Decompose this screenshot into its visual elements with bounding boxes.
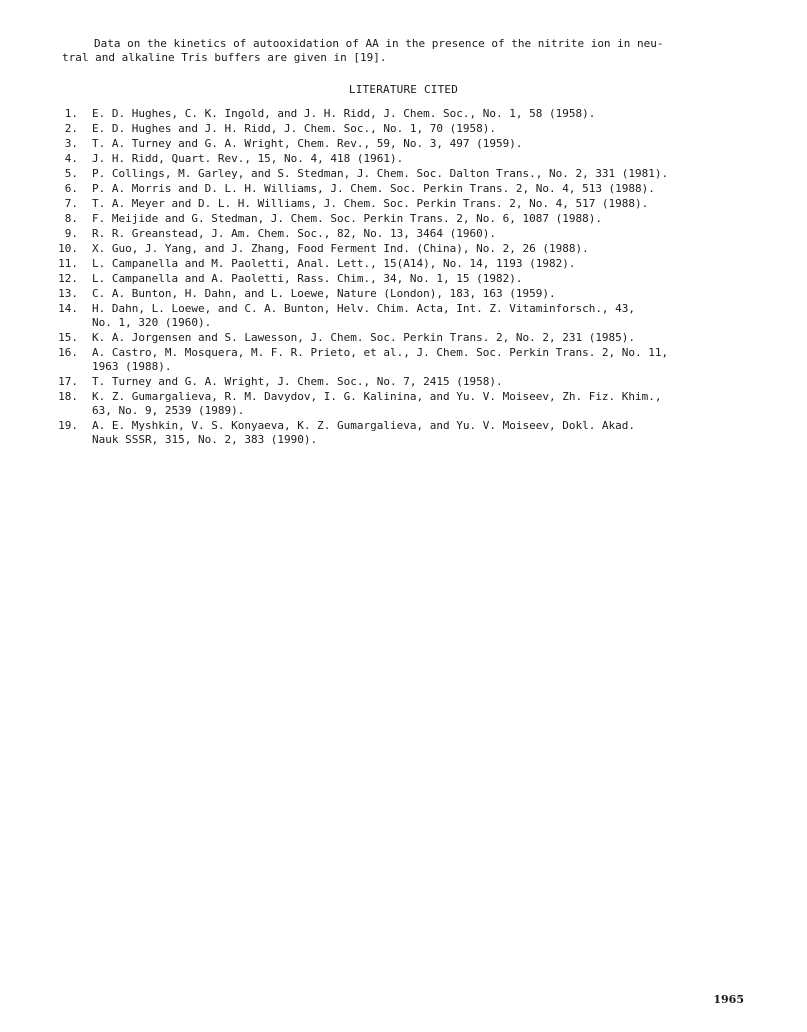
- reference-number: 12.: [58, 272, 78, 285]
- reference-number: 16.: [58, 346, 78, 359]
- reference-text: C. A. Bunton, H. Dahn, and L. Loewe, Nature (London), 183, 163 (1959).: [92, 287, 556, 300]
- reference-number: 4.: [64, 152, 78, 165]
- section-heading: LITERATURE CITED: [348, 83, 459, 96]
- reference-text: K. Z. Gumargalieva, R. M. Davydov, I. G. Kalinina, and Yu. V. Moiseev, Zh. Fiz. Khim., 63, No. 9, 2539 (1989).: [92, 390, 662, 417]
- reference-number: 19.: [58, 419, 78, 432]
- reference-text: H. Dahn, L. Loewe, and C. A. Bunton, Helv. Chim. Acta, Int. Z. Vitaminforsch., 43, No. 1, 320 (1960).: [92, 302, 636, 329]
- reference-number: 11.: [58, 257, 78, 270]
- reference-text: A. Castro, M. Mosquera, M. F. R. Prieto, et al., J. Chem. Soc. Perkin Trans. 2, No. 11, 1963 (1988).: [92, 346, 669, 373]
- reference-number: 15.: [58, 331, 78, 344]
- reference-item: [30, 375, 770, 389]
- reference-item: [30, 346, 770, 374]
- reference-text: E. D. Hughes, C. K. Ingold, and J. H. Ridd, J. Chem. Soc., No. 1, 58 (1958).: [92, 107, 596, 120]
- reference-number: 14.: [58, 302, 78, 315]
- reference-item: [30, 331, 770, 345]
- reference-item: [30, 287, 770, 301]
- reference-item: [30, 212, 770, 226]
- reference-item: [30, 122, 770, 136]
- reference-text: P. A. Morris and D. L. H. Williams, J. Chem. Soc. Perkin Trans. 2, No. 4, 513 (1988).: [92, 182, 655, 195]
- intro-paragraph: [62, 37, 742, 65]
- reference-text: X. Guo, J. Yang, and J. Zhang, Food Ferment Ind. (China), No. 2, 26 (1988).: [92, 242, 589, 255]
- reference-number: 13.: [58, 287, 78, 300]
- reference-item: [30, 137, 770, 151]
- reference-number: 17.: [58, 375, 78, 388]
- reference-text: A. E. Myshkin, V. S. Konyaeva, K. Z. Gumargalieva, and Yu. V. Moiseev, Dokl. Akad. Nauk SSSR, 315, No. 2, 383 (1990).: [92, 419, 636, 446]
- reference-number: 18.: [58, 390, 78, 403]
- reference-number: 3.: [64, 137, 78, 150]
- page-number: 1965: [713, 993, 744, 1006]
- reference-text: E. D. Hughes and J. H. Ridd, J. Chem. Soc., No. 1, 70 (1958).: [92, 122, 496, 135]
- reference-text: T. Turney and G. A. Wright, J. Chem. Soc., No. 7, 2415 (1958).: [92, 375, 503, 388]
- reference-item: [30, 390, 770, 418]
- reference-number: 9.: [64, 227, 78, 240]
- reference-text: K. A. Jorgensen and S. Lawesson, J. Chem. Soc. Perkin Trans. 2, No. 2, 231 (1985).: [92, 331, 636, 344]
- reference-item: [30, 167, 770, 181]
- intro-line-2: tral and alkaline Tris buffers are given in [19].: [62, 51, 387, 64]
- reference-item: [30, 272, 770, 286]
- reference-text: T. A. Turney and G. A. Wright, Chem. Rev., 59, No. 3, 497 (1959).: [92, 137, 523, 150]
- reference-item: [30, 107, 770, 121]
- reference-number: 5.: [64, 167, 78, 180]
- reference-text: L. Campanella and A. Paoletti, Rass. Chim., 34, No. 1, 15 (1982).: [92, 272, 523, 285]
- reference-text: P. Collings, M. Garley, and S. Stedman, J. Chem. Soc. Dalton Trans., No. 2, 331 (1981).: [92, 167, 669, 180]
- intro-line-1: Data on the kinetics of autooxidation of AA in the presence of the nitrite ion in neu-: [94, 37, 664, 50]
- reference-number: 2.: [64, 122, 78, 135]
- reference-number: 7.: [64, 197, 78, 210]
- reference-text: R. R. Greanstead, J. Am. Chem. Soc., 82, No. 13, 3464 (1960).: [92, 227, 496, 240]
- reference-list: [30, 107, 770, 448]
- reference-item: [30, 302, 770, 330]
- reference-text: F. Meijide and G. Stedman, J. Chem. Soc. Perkin Trans. 2, No. 6, 1087 (1988).: [92, 212, 602, 225]
- reference-text: L. Campanella and M. Paoletti, Anal. Lett., 15(A14), No. 14, 1193 (1982).: [92, 257, 576, 270]
- reference-item: [30, 152, 770, 166]
- reference-number: 1.: [64, 107, 78, 120]
- reference-item: [30, 182, 770, 196]
- reference-item: [30, 257, 770, 271]
- reference-item: [30, 242, 770, 256]
- reference-item: [30, 227, 770, 241]
- reference-number: 6.: [64, 182, 78, 195]
- reference-item: [30, 419, 770, 447]
- reference-text: T. A. Meyer and D. L. H. Williams, J. Chem. Soc. Perkin Trans. 2, No. 4, 517 (1988).: [92, 197, 649, 210]
- reference-item: [30, 197, 770, 211]
- reference-text: J. H. Ridd, Quart. Rev., 15, No. 4, 418 (1961).: [92, 152, 404, 165]
- reference-number: 10.: [58, 242, 78, 255]
- reference-number: 8.: [64, 212, 78, 225]
